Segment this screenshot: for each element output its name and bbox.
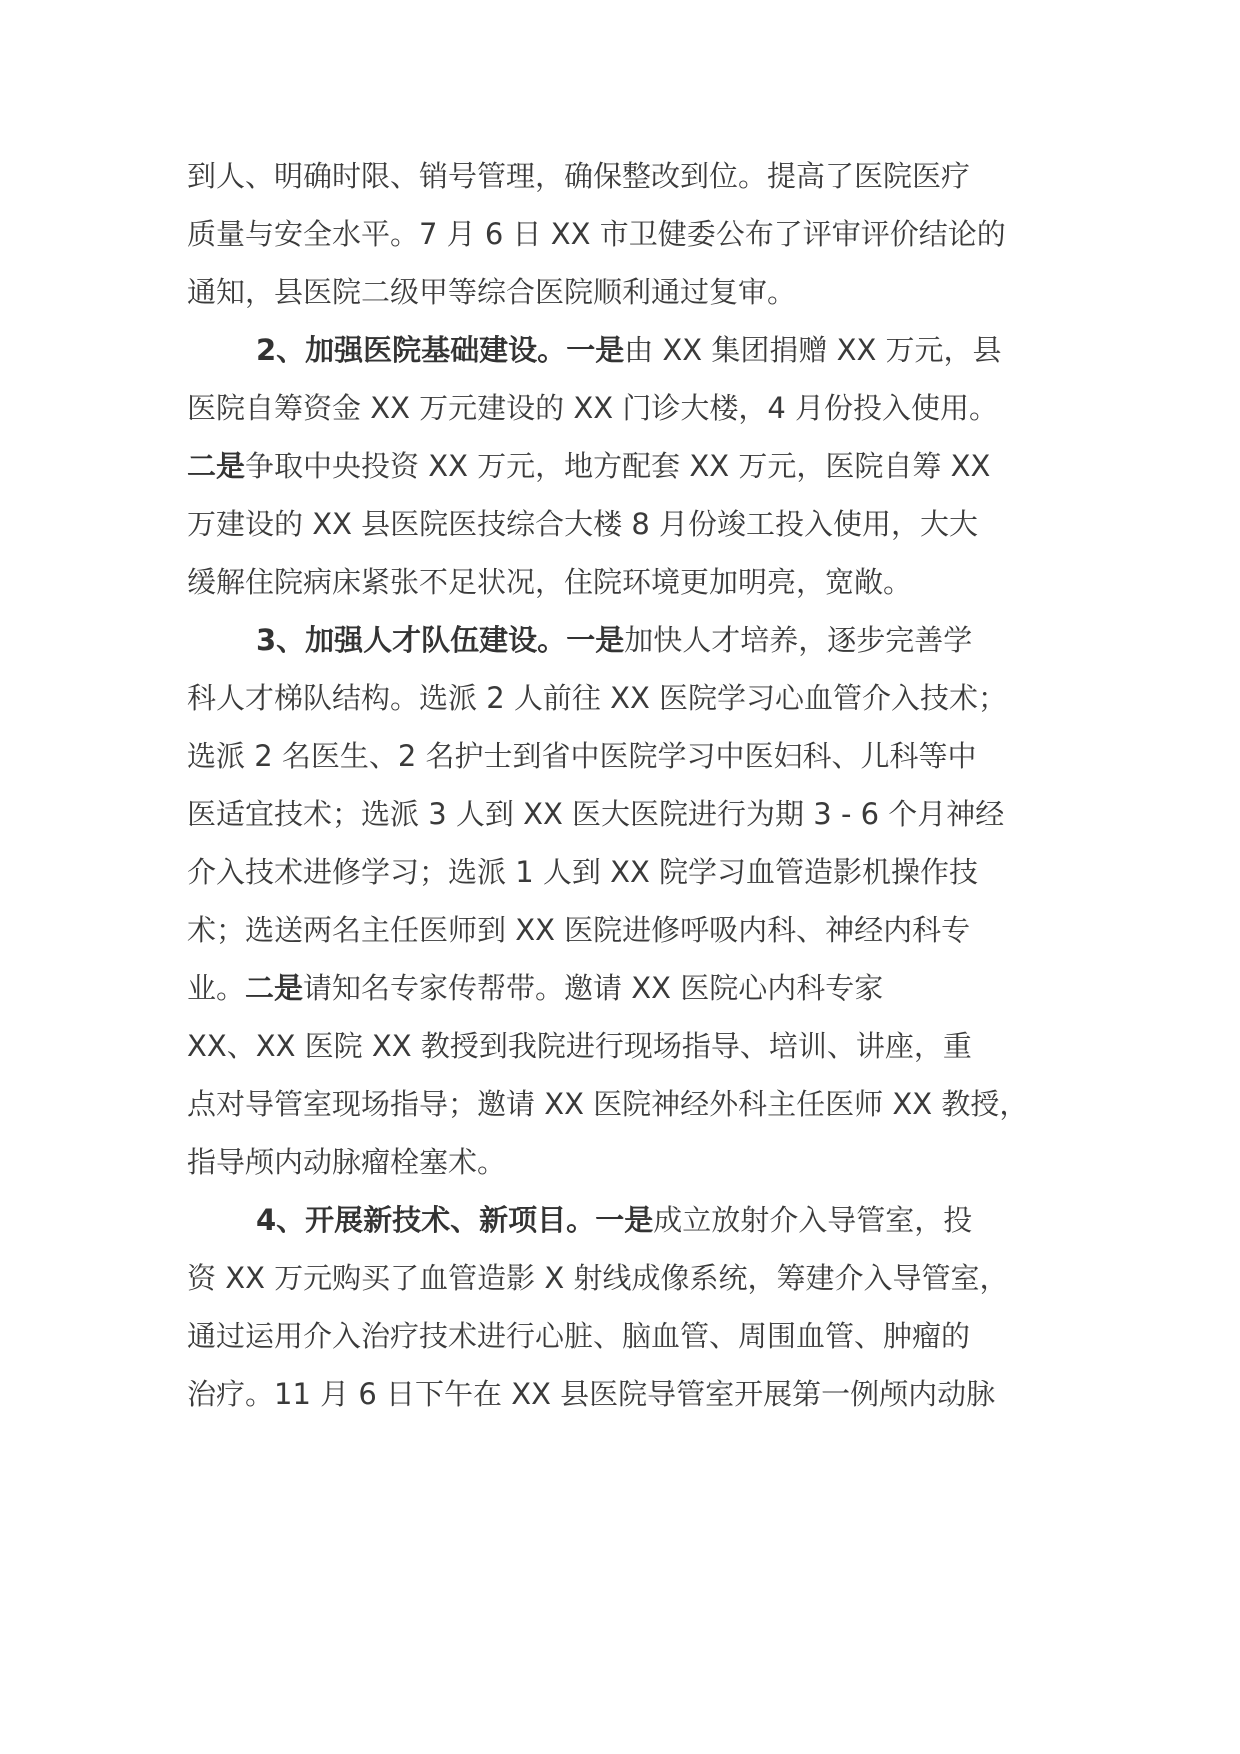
section-3-label-second: 二是 (245, 971, 304, 1005)
section-2-line-3-text: 争取中央投资 XX 万元，地方配套 XX 万元，医院自筹 XX (245, 449, 991, 483)
section-3-line-3: 选派 2 名医生、2 名护士到省中医院学习中医妇科、儿科等中 (187, 739, 977, 773)
section-3-line-8: XX、XX 医院 XX 教授到我院进行现场指导、培训、讲座，重 (187, 1029, 972, 1063)
section-3-line-2: 科人才梯队结构。选派 2 人前往 XX 医院学习心血管介入技术； (187, 681, 1008, 715)
section-3-line-7-start: 业。 (187, 971, 246, 1005)
section-2-line-1 (256, 330, 1002, 370)
intro-line-2: 质量与安全水平。7 月 6 日 XX 市卫健委公布了评审评价结论的 (187, 217, 1006, 251)
section-4-line-2: 资 XX 万元购买了血管造影 X 射线成像系统，筹建介入导管室， (187, 1261, 1009, 1295)
section-3-label-first: 一是 (566, 623, 625, 657)
section-3-heading: 3、加强人才队伍建设。 (256, 623, 567, 657)
section-3-line-9: 点对导管室现场指导；邀请 XX 医院神经外科主任医师 XX 教授， (187, 1087, 1029, 1121)
section-3-line-5: 介入技术进修学习；选派 1 人到 XX 院学习血管造影机操作技 (187, 855, 979, 889)
section-3-line-10: 指导颅内动脉瘤栓塞术。 (187, 1145, 507, 1179)
section-4-line-3: 通过运用介入治疗技术进行心脏、脑血管、周围血管、肿瘤的 (187, 1319, 971, 1353)
section-3-line-4: 医适宜技术；选派 3 人到 XX 医大医院进行为期 3 - 6 个月神经 (187, 797, 1005, 831)
intro-line-1: 到人、明确时限、销号管理，确保整改到位。提高了医院医疗 (187, 159, 971, 193)
section-2-label-first: 一是 (566, 333, 625, 367)
section-2-line-3 (187, 446, 990, 486)
section-3-line-7 (187, 968, 883, 1008)
section-2-label-second: 二是 (187, 449, 246, 483)
section-4-heading: 4、开展新技术、新项目。 (256, 1203, 596, 1237)
section-4-line-4: 治疗。11 月 6 日下午在 XX 县医院导管室开展第一例颅内动脉 (187, 1377, 996, 1411)
section-2-line-2: 医院自筹资金 XX 万元建设的 XX 门诊大楼，4 月份投入使用。 (187, 391, 999, 425)
intro-line-3: 通知，县医院二级甲等综合医院顺利通过复审。 (187, 275, 797, 309)
section-4-line-1 (256, 1200, 972, 1240)
section-3-line-1-text: 加快人才培养，逐步完善学 (624, 623, 973, 657)
section-2-line-1-text: 由 XX 集团捐赠 XX 万元，县 (624, 333, 1002, 367)
section-2-line-5: 缓解住院病床紧张不足状况，住院环境更加明亮，宽敞。 (187, 565, 913, 599)
section-4-line-1-text: 成立放射介入导管室，投 (653, 1203, 973, 1237)
section-2-line-4: 万建设的 XX 县医院医技综合大楼 8 月份竣工投入使用，大大 (187, 507, 979, 541)
section-2-heading: 2、加强医院基础建设。 (256, 333, 567, 367)
section-3-line-7-text: 请知名专家传帮带。邀请 XX 医院心内科专家 (303, 971, 884, 1005)
section-3-line-6: 术；选送两名主任医师到 XX 医院进修呼吸内科、神经内科专 (187, 913, 971, 947)
section-4-label-first: 一是 (595, 1203, 654, 1237)
section-3-line-1 (256, 620, 972, 660)
